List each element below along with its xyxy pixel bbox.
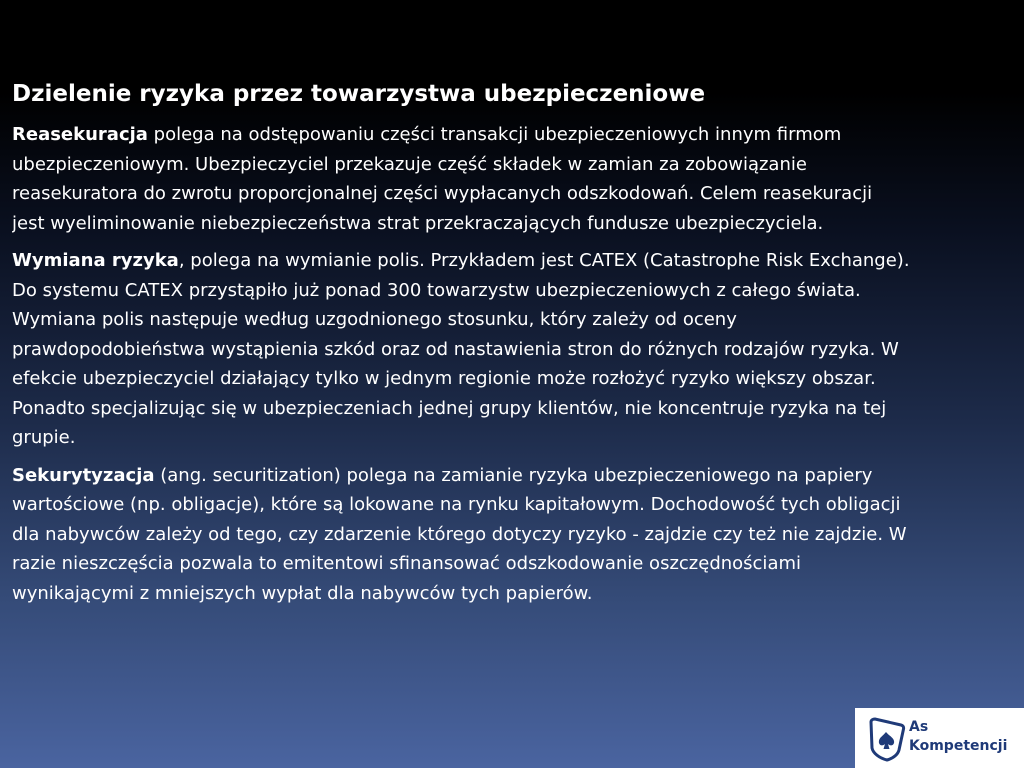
paragraph-line: wynikającymi z mniejszych wypłat dla nabywców tych papierów. [12,582,593,604]
paragraph-line: jest wyeliminowanie niebezpieczeństwa strat przekraczających fundusze ubezpieczyciela. [12,212,824,234]
slide-title: Dzielenie ryzyka przez towarzystwa ubezpieczeniowe [12,81,706,107]
paragraph-line: polega na odstępowaniu części transakcji ubezpieczeniowych innym firmom [147,124,842,145]
paragraph-sekurytyzacja [12,461,1024,609]
logo-text-line2: Kompetencji [909,738,1008,754]
paragraph-line: prawdopodobieństwa wystąpienia szkód oraz od nastawienia stron do różnych rodzajów ryzyka. W [12,338,899,360]
paragraph-line: dla nabywców zależy od tego, czy zdarzenie którego dotyczy ryzyko - zajdzie czy też nie zajdzie. W [12,523,907,545]
paragraph-reasekuracja [12,120,1024,238]
paragraph-line: razie nieszczęścia pozwala to emitentowi sfinansować odszkodowanie oszczędnościami [12,553,802,574]
slide-content [12,78,1024,768]
paragraph-line: reasekuratora do zwrotu proporcjonalnej części wypłacanych odszkodowań. Celem reasekuracji [12,183,873,204]
logo-as-kompetencji[interactable] [855,708,1024,768]
paragraph-line: , polega na wymianie polis. Przykładem jest CATEX (Catastrophe Risk Exchange). [178,250,910,271]
paragraph-line: efekcie ubezpieczyciel działający tylko w jednym regionie może rozłożyć ryzyko większy obszar. [12,368,876,389]
paragraph-line: ubezpieczeniowym. Ubezpieczyciel przekazuje część składek w zamian za zobowiązanie [12,153,807,175]
paragraph-line: Wymiana polis następuje według uzgodnionego stosunku, który zależy od oceny [12,309,737,330]
paragraph-line: grupie. [12,427,76,448]
term-sekurytyzacja: Sekurytyzacja [12,464,155,486]
term-wymiana-ryzyka: Wymiana ryzyka [12,250,179,271]
paragraph-line: Do systemu CATEX przystąpiło już ponad 300 towarzystw ubezpieczeniowych z całego świata. [12,279,861,301]
logo-text-line1: As [909,719,929,735]
shield-with-spade-icon [867,716,907,762]
paragraph-wymiana-ryzyka [12,246,1024,453]
paragraph-line: Ponadto specjalizując się w ubezpieczeniach jednej grupy klientów, nie koncentruje ryzyka na tej [12,397,887,419]
paragraph-line: wartościowe (np. obligacje), które są lokowane na rynku kapitałowym. Dochodowość tych obligacji [12,494,901,515]
term-reasekuracja: Reasekuracja [12,124,148,145]
paragraph-line: (ang. securitization) polega na zamianie ryzyka ubezpieczeniowego na papiery [154,464,873,486]
